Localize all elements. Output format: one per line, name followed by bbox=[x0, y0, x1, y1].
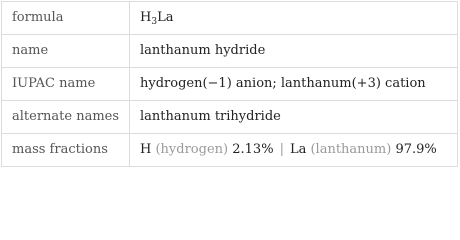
row-label-iupac-name: IUPAC name bbox=[2, 68, 130, 101]
table-row-iupac-name bbox=[2, 68, 458, 101]
row-label-mass-fractions: mass fractions bbox=[2, 134, 130, 167]
mass-fraction-h-symbol: H bbox=[140, 142, 152, 157]
mass-fraction-la-symbol: La bbox=[289, 142, 307, 157]
table-row-name bbox=[2, 35, 458, 68]
mass-fraction-separator: | bbox=[279, 142, 284, 157]
formula-element-h: H bbox=[140, 10, 152, 25]
table-row-formula bbox=[2, 2, 458, 35]
row-label-name: name bbox=[2, 35, 130, 68]
formula-subscript-3: 3 bbox=[151, 17, 158, 27]
chemical-formula bbox=[130, 2, 458, 35]
table-row-alternate-names bbox=[2, 101, 458, 134]
iupac-name-value: hydrogen(−1) anion; lanthanum(+3) cation bbox=[130, 68, 458, 101]
mass-fraction-h-name: (hydrogen) bbox=[155, 142, 229, 157]
row-label-alternate-names: alternate names bbox=[2, 101, 130, 134]
properties-table bbox=[1, 1, 458, 167]
compound-name: lanthanum hydride bbox=[130, 35, 458, 68]
mass-fraction-la-value: 97.9% bbox=[395, 142, 437, 157]
mass-fractions-value bbox=[130, 134, 458, 167]
alternate-names-value: lanthanum trihydride bbox=[130, 101, 458, 134]
formula-element-la: La bbox=[157, 10, 174, 25]
table-row-mass-fractions bbox=[2, 134, 458, 167]
mass-fraction-h-value: 2.13% bbox=[232, 142, 274, 157]
mass-fraction-la-name: (lanthanum) bbox=[310, 142, 392, 157]
row-label-formula: formula bbox=[2, 2, 130, 35]
